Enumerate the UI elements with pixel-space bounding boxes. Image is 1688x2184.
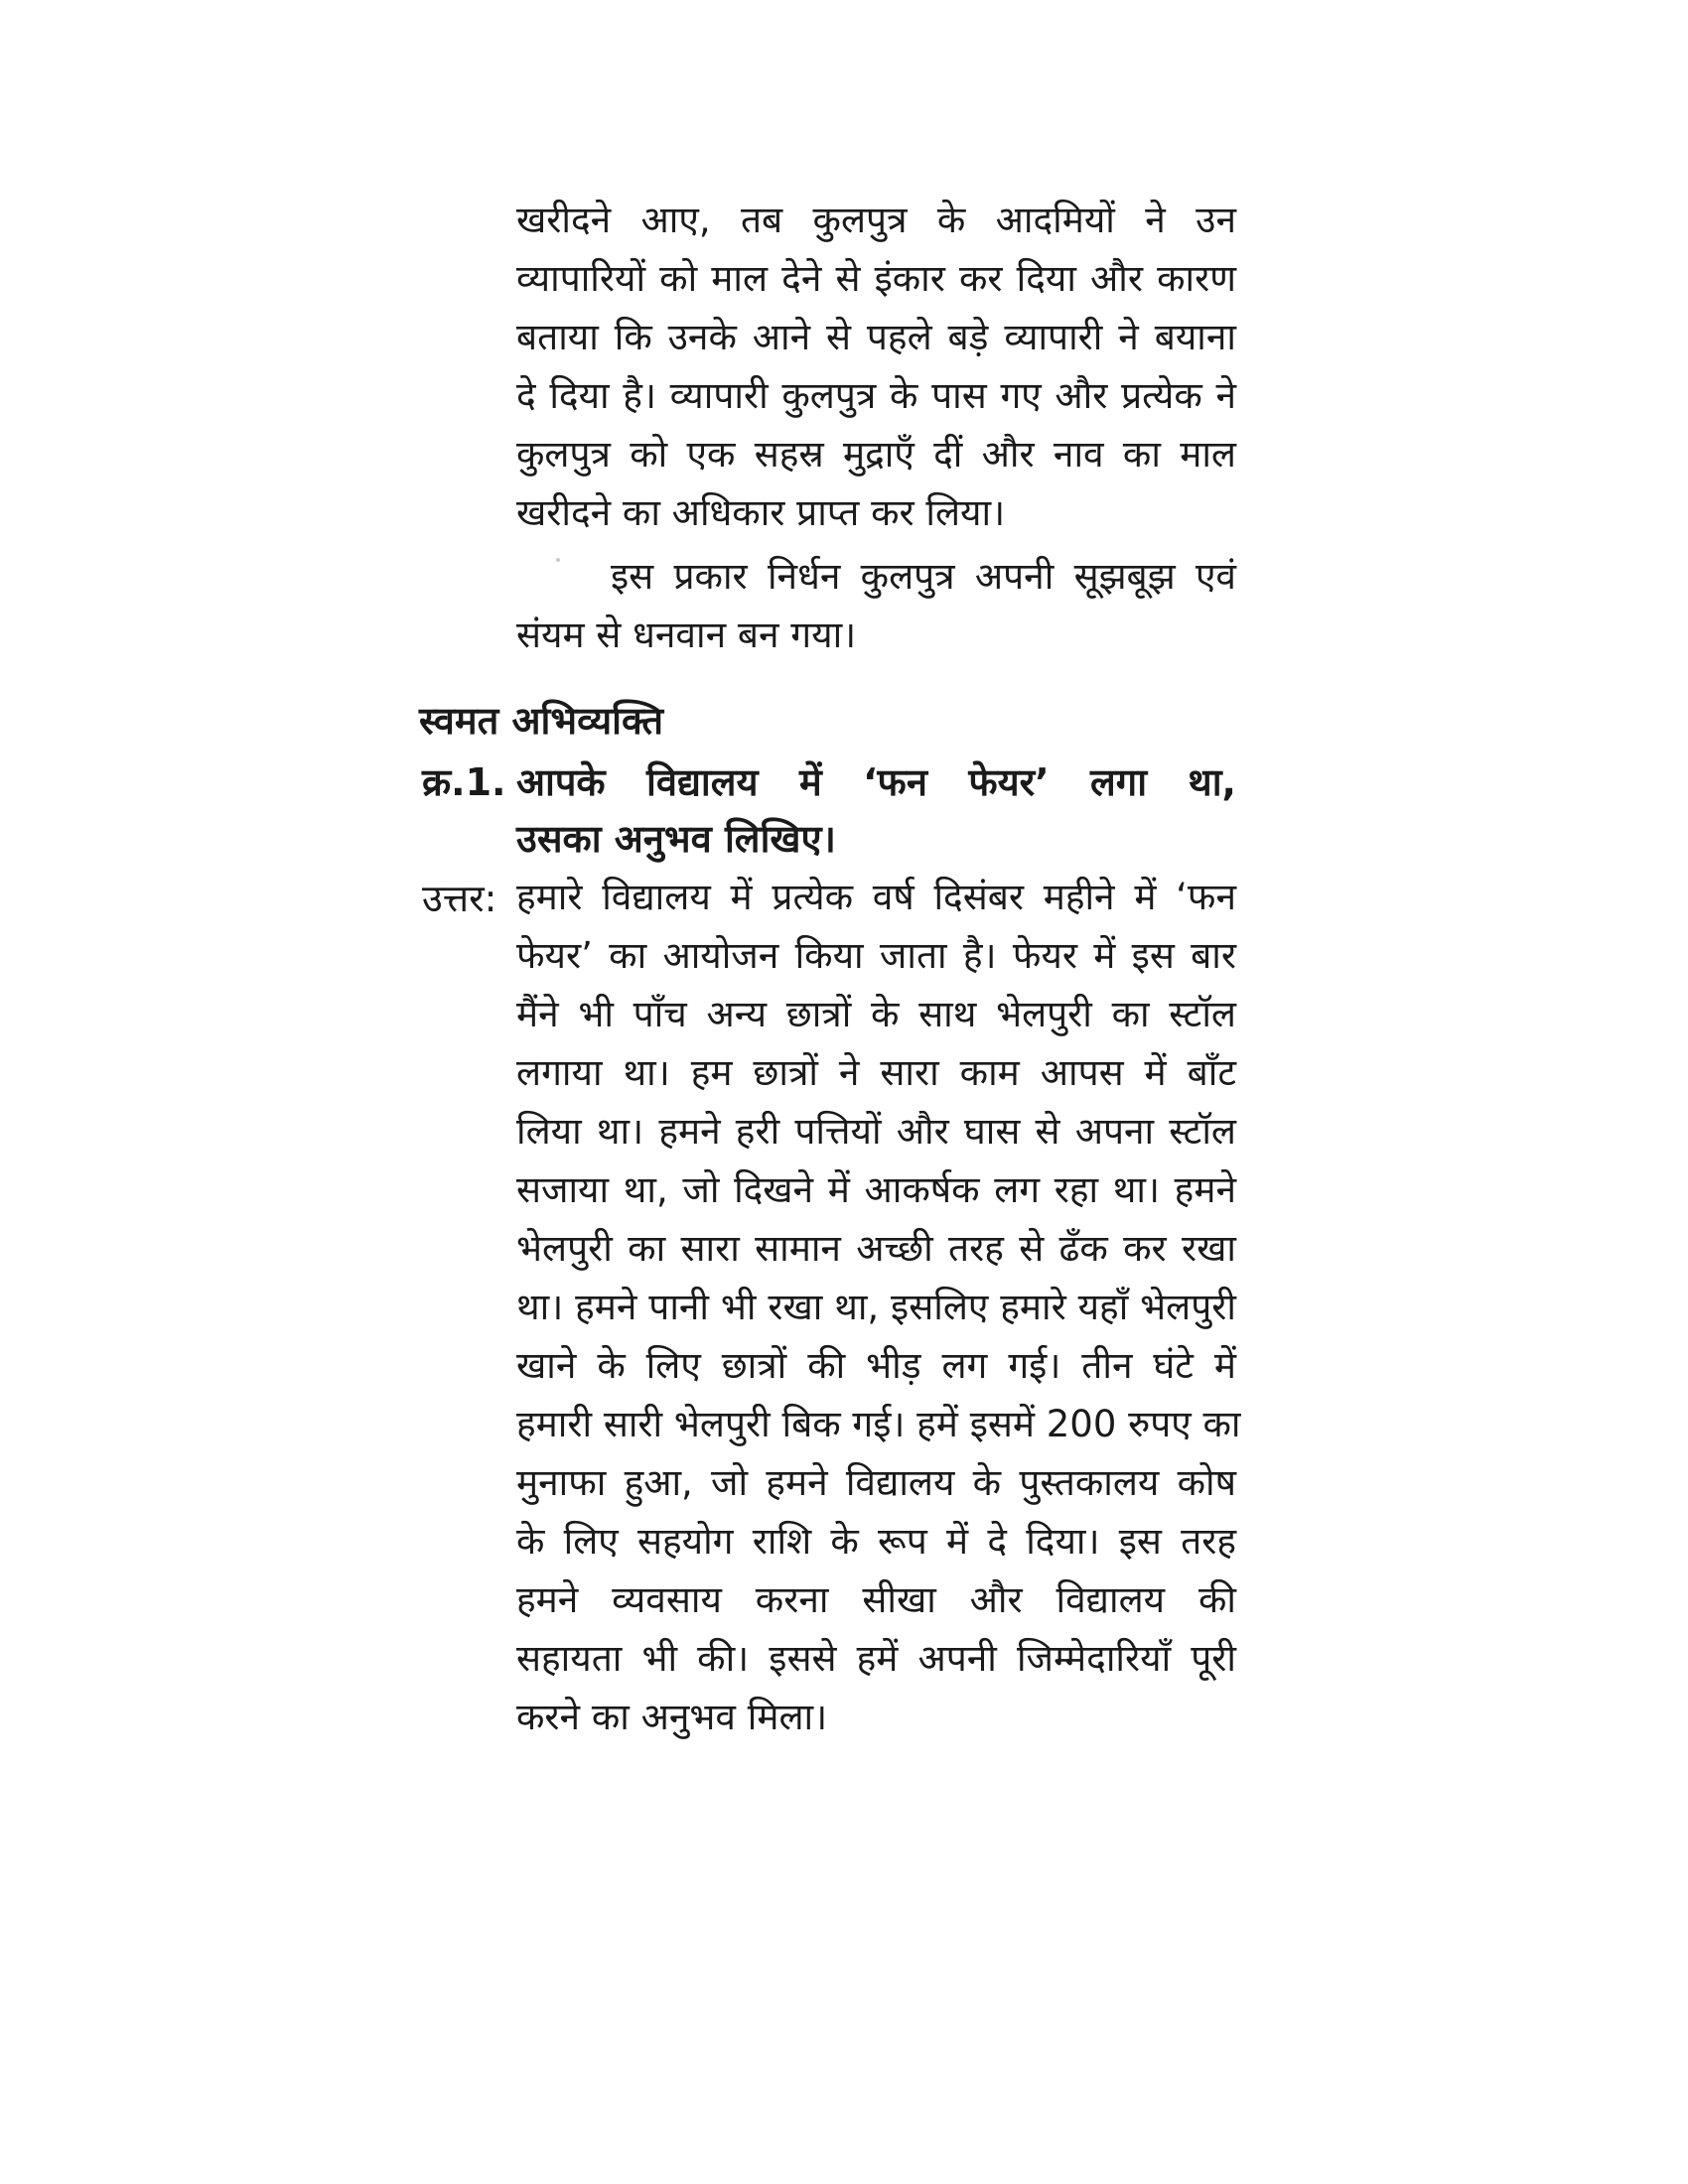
answer-line: फेयर’ का आयोजन किया जाता है। फेयर में इस बार [516, 934, 1236, 977]
text-line: खरीदने का अधिकार प्राप्त कर लिया। [516, 491, 1006, 534]
text-line: संयम से धनवान बन गया। [516, 614, 857, 656]
answer-line: लिया था। हमने हरी पत्तियों और घास से अपना स्टॉल [516, 1110, 1236, 1153]
answer-label: उत्तर: [422, 877, 497, 920]
answer-line: लगाया था। हम छात्रों ने सारा काम आपस में बाँट [516, 1051, 1236, 1094]
scan-speck [556, 558, 560, 562]
answer-line: मुनाफा हुआ, जो हमने विद्यालय के पुस्तकालय कोष [516, 1461, 1236, 1504]
text-line: खरीदने आए, तब कुलपुत्र के आदमियों ने उन [516, 199, 1236, 241]
answer-line: हमारी सारी भेलपुरी बिक गई। हमें इसमें 200 रुपए का [516, 1403, 1241, 1445]
answer-line: खाने के लिए छात्रों की भीड़ लग गई। तीन घंटे में [516, 1344, 1236, 1387]
text-line: इस प्रकार निर्धन कुलपुत्र अपनी सूझबूझ एवं [611, 555, 1236, 598]
text-line: दे दिया है। व्यापारी कुलपुत्र के पास गए और प्रत्येक ने [516, 374, 1236, 417]
text-line: कुलपुत्र को एक सहस्र मुद्राएँ दीं और नाव का माल [516, 433, 1236, 476]
question-number: क्र.1. [422, 760, 506, 804]
answer-line: सजाया था, जो दिखने में आकर्षक लग रहा था। हमने [516, 1168, 1236, 1211]
answer-line: सहायता भी की। इससे हमें अपनी जिम्मेदारियाँ पूरी [516, 1637, 1236, 1680]
question-line: आपके विद्यालय में ‘फन फेयर’ लगा था, [516, 760, 1236, 804]
answer-line: भेलपुरी का सारा सामान अच्छी तरह से ढँक कर रखा [516, 1227, 1236, 1270]
answer-line: हमारे विद्यालय में प्रत्येक वर्ष दिसंबर महीने में ‘फन [516, 876, 1236, 918]
text-line: व्यापारियों को माल देने से इंकार कर दिया और कारण [516, 257, 1236, 300]
answer-line: था। हमने पानी भी रखा था, इसलिए हमारे यहाँ भेलपुरी [516, 1286, 1236, 1328]
answer-line: हमने व्यवसाय करना सीखा और विद्यालय की [516, 1578, 1236, 1621]
answer-line: मैंने भी पाँच अन्य छात्रों के साथ भेलपुरी का स्टॉल [516, 993, 1236, 1035]
section-heading: स्वमत अभिव्यक्ति [419, 699, 664, 743]
answer-line: के लिए सहयोग राशि के रूप में दे दिया। इस तरह [516, 1520, 1236, 1563]
text-line: बताया कि उनके आने से पहले बड़े व्यापारी ने बयाना [516, 316, 1236, 358]
question-line: उसका अनुभव लिखिए। [516, 817, 836, 861]
answer-line: करने का अनुभव मिला। [516, 1696, 828, 1738]
